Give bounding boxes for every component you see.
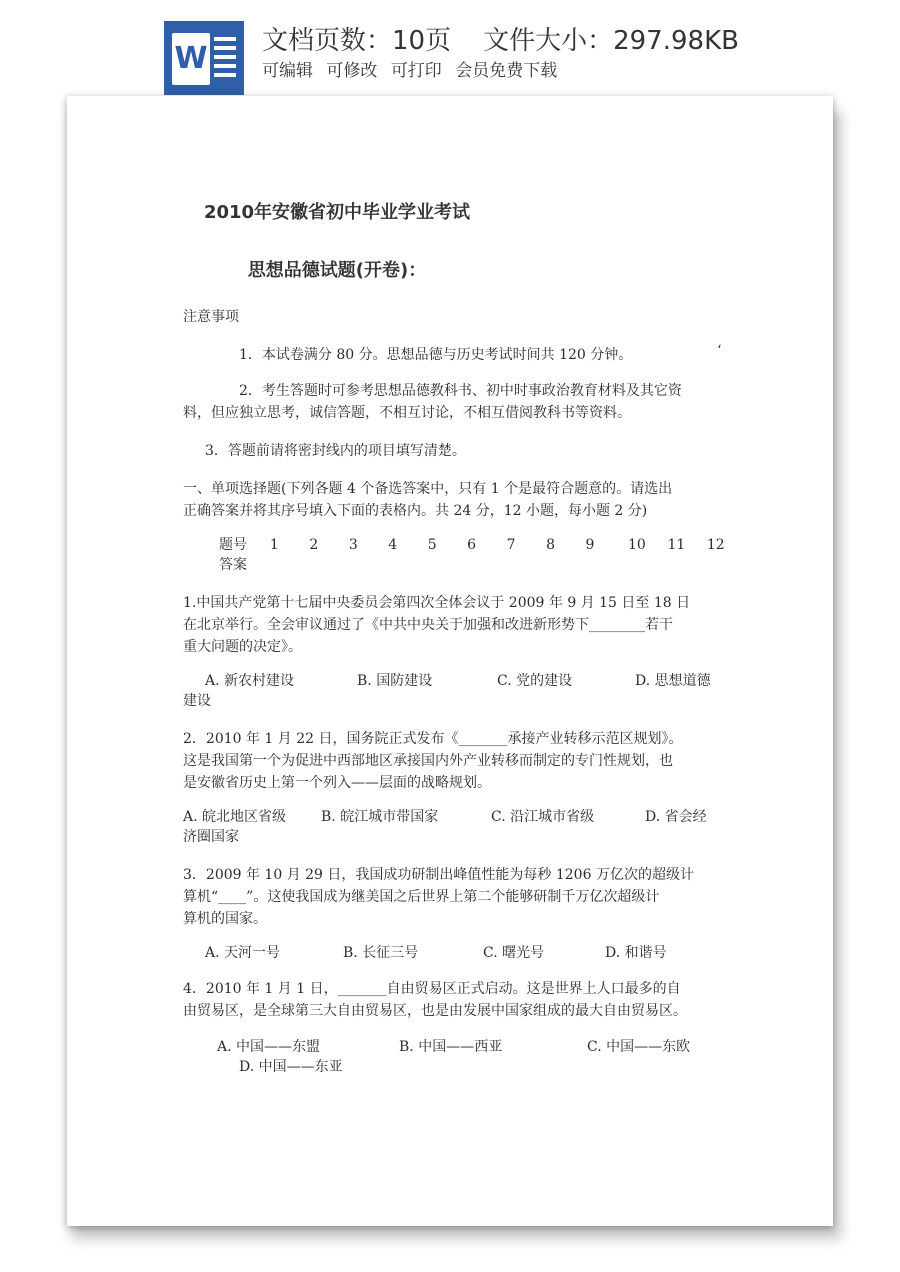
q2-option-b: B. 皖江城市带国家 xyxy=(321,809,439,825)
stray-mark: ‘ xyxy=(717,343,722,359)
table-col-9: 9 xyxy=(585,537,595,553)
section1-instruction-line2: 正确答案并将其序号填入下面的表格内。共 24 分，12 小题，每小题 2 分) xyxy=(183,503,648,519)
document-title: 2010年安徽省初中毕业学业考试 xyxy=(203,202,471,223)
q3-option-d: D. 和谐号 xyxy=(605,945,667,961)
table-col-10: 10 xyxy=(627,537,646,553)
table-col-2: 2 xyxy=(309,537,319,553)
table-col-4: 4 xyxy=(388,537,398,553)
document-info-header xyxy=(0,0,900,96)
notice-heading: 注意事项 xyxy=(183,309,239,325)
file-size: 文件大小：297.98KB xyxy=(483,26,739,56)
page-count: 文档页数：10页 xyxy=(262,26,452,56)
q1-option-d: D. 思想道德 xyxy=(635,673,711,689)
feature-editable: 可编辑 xyxy=(262,61,313,81)
q4-option-b: B. 中国——西亚 xyxy=(399,1039,503,1055)
q1-options-wrap: 建设 xyxy=(183,693,211,709)
table-col-8: 8 xyxy=(546,537,555,553)
q3-option-a: A. 天河一号 xyxy=(205,945,281,961)
q2-option-a: A. 皖北地区省级 xyxy=(183,809,287,825)
feature-printable: 可打印 xyxy=(390,61,442,81)
q1-option-b: B. 国防建设 xyxy=(357,673,433,689)
table-col-3: 3 xyxy=(348,537,358,553)
q2-option-c: C. 沿江城市省级 xyxy=(491,809,595,825)
q1-line3: 重大问题的决定》。 xyxy=(183,639,302,655)
answer-table-header xyxy=(219,534,779,556)
q4-option-a: A. 中国——东盟 xyxy=(217,1039,321,1055)
q2-line2: 这是我国第一个为促进中西部地区承接国内外产业转移而制定的专门性规划，也 xyxy=(183,753,673,769)
feature-modifiable: 可修改 xyxy=(326,61,378,81)
q4-line1: 4．2010 年 1 月 1 日，_______自由贸易区正式启动。这是世界上人口最多的自 xyxy=(183,981,681,997)
q1-line2: 在北京举行。全会审议通过了《中共中央关于加强和改进新形势下________若干 xyxy=(183,617,673,633)
q2-options-wrap: 济圈国家 xyxy=(183,829,239,845)
q2-line3: 是安徽省历史上第一个列入——层面的战略规划。 xyxy=(183,775,491,791)
q2-line1: 2．2010 年 1 月 22 日，国务院正式发布《_______承接产业转移示范区规划》。 xyxy=(183,731,683,747)
file-stats xyxy=(262,20,739,57)
q1-line1: 1.中国共产党第十七届中央委员会第四次全体会议于 2009 年 9 月 15 日至 18 日 xyxy=(183,595,691,611)
table-col-5: 5 xyxy=(427,537,437,553)
feature-list xyxy=(262,56,565,81)
q4-option-c: C. 中国——东欧 xyxy=(587,1039,691,1055)
notice-item-2-line1: 2．考生答题时可参考思想品德教科书、初中时事政治教育材料及其它资 xyxy=(239,383,682,399)
q2-option-d: D. 省会经 xyxy=(645,809,707,825)
table-col-7: 7 xyxy=(506,537,516,553)
q3-line1: 3．2009 年 10 月 29 日，我国成功研制出峰值性能为每秒 1206 万亿次的超级计 xyxy=(183,867,694,883)
notice-item-2-line2: 料，但应独立思考，诚信答题，不相互讨论，不相互借阅教科书等资料。 xyxy=(183,405,631,421)
word-document-icon xyxy=(164,21,244,95)
word-icon-lines xyxy=(214,37,236,82)
q4-line2: 由贸易区，是全球第三大自由贸易区，也是由发展中国家组成的最大自由贸易区。 xyxy=(183,1003,687,1019)
table-answer-label: 答案 xyxy=(219,557,247,573)
table-col-6: 6 xyxy=(467,537,477,553)
table-col-11: 11 xyxy=(667,537,686,553)
document-page xyxy=(67,96,833,1226)
document-subtitle: 思想品德试题(开卷)： xyxy=(247,260,427,281)
q1-option-a: A. 新农村建设 xyxy=(205,673,295,689)
word-letter-w: W xyxy=(172,33,210,85)
table-header-label: 题号 xyxy=(219,537,247,553)
q4-option-d: D. 中国——东亚 xyxy=(239,1059,343,1075)
feature-member-download: 会员免费下载 xyxy=(455,61,558,81)
notice-item-1: 1．本试卷满分 80 分。思想品德与历史考试时间共 120 分钟。 xyxy=(239,347,633,363)
q3-option-b: B. 长征三号 xyxy=(343,945,419,961)
section1-instruction-line1: 一、单项选择题(下列各题 4 个备选答案中，只有 1 个是最符合题意的。请选出 xyxy=(183,481,673,497)
table-col-12: 12 xyxy=(706,537,725,553)
notice-item-3: 3．答题前请将密封线内的项目填写清楚。 xyxy=(205,443,466,459)
q1-option-c: C. 党的建设 xyxy=(497,673,573,689)
q3-option-c: C. 曙光号 xyxy=(483,945,545,961)
q3-line2: 算机“____”。这使我国成为继美国之后世界上第二个能够研制千万亿次超级计 xyxy=(183,889,660,905)
table-col-1: 1 xyxy=(269,537,279,553)
q3-line3: 算机的国家。 xyxy=(183,911,267,927)
